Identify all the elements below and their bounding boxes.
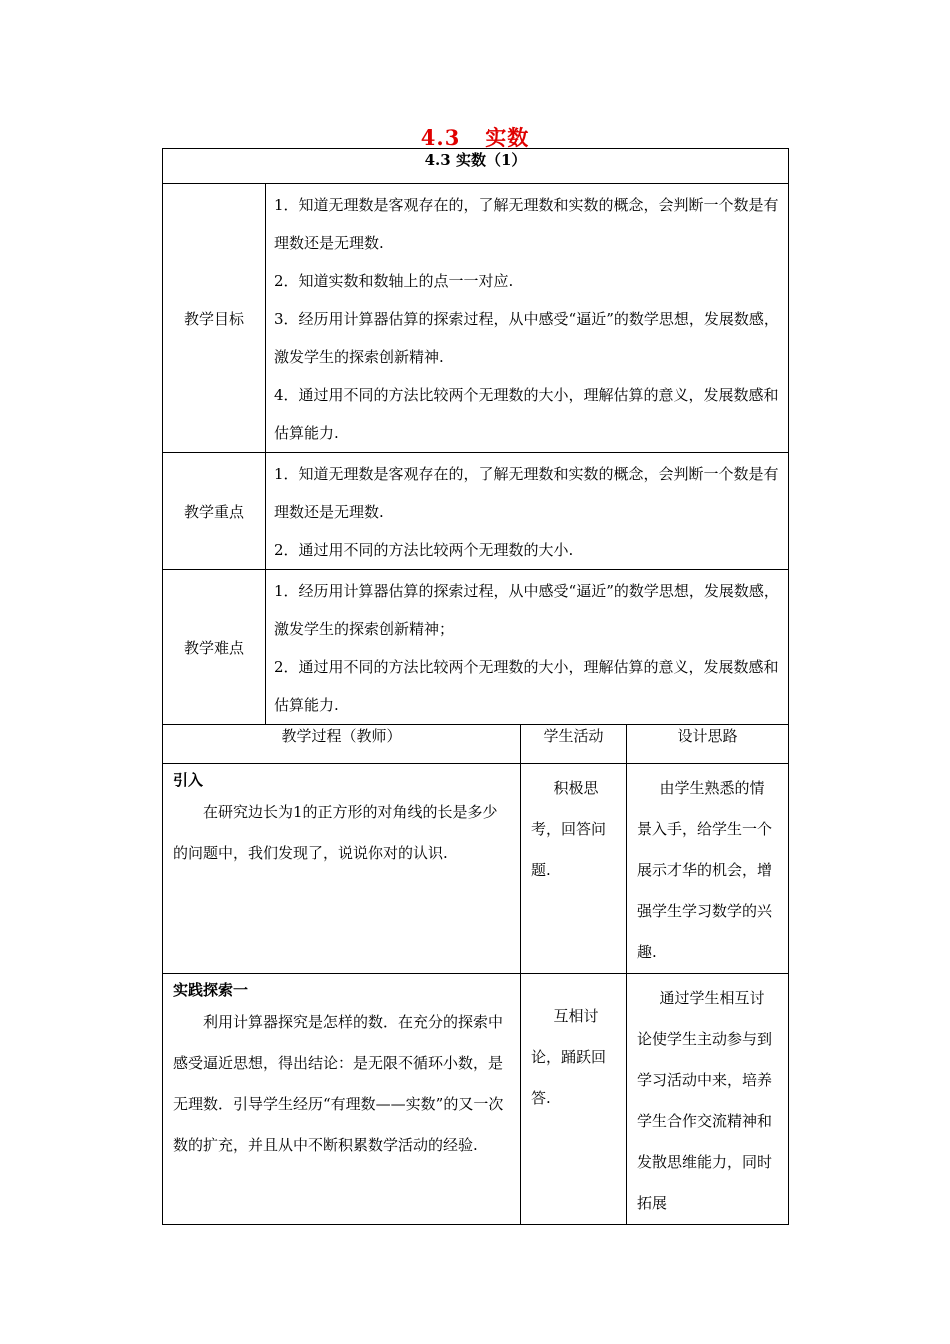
difficulties-label: 教学难点 <box>163 570 266 725</box>
intro-row <box>163 764 789 974</box>
lesson-title-row <box>163 149 789 184</box>
practice-teacher-cell <box>163 974 521 1225</box>
goals-label: 教学目标 <box>163 184 266 453</box>
difficulties-row <box>163 570 789 725</box>
process-header-row <box>163 725 789 764</box>
teacher-process-header: 教学过程（教师） <box>163 725 521 764</box>
student-text: 互相讨论，踊跃回答. <box>531 1007 607 1107</box>
difficulties-content <box>266 570 789 725</box>
key-point-item: 1．知道无理数是客观存在的，了解无理数和实数的概念，会判断一个数是有理数还是无理数. <box>274 465 779 521</box>
student-activity-header: 学生活动 <box>521 725 627 764</box>
goal-item: 4．通过用不同的方法比较两个无理数的大小，理解估算的意义，发展数感和估算能力. <box>274 386 779 442</box>
key-points-label: 教学重点 <box>163 453 266 570</box>
lesson-title: 4.3 实数（1） <box>163 149 789 184</box>
practice-design-cell <box>627 974 789 1225</box>
design-idea-header: 设计思路 <box>627 725 789 764</box>
teacher-text: 利用计算器探究是怎样的数．在充分的探索中感受逼近思想，得出结论：是无限不循环小数，是无理数．引导学生经历“有理数——实数”的又一次数的扩充，并且从中不断积累数学活动的经验. <box>173 1013 504 1154</box>
design-text: 由学生熟悉的情景入手，给学生一个展示才华的机会，增强学生学习数学的兴趣. <box>637 779 773 961</box>
goals-row <box>163 184 789 453</box>
intro-student-cell <box>521 764 627 974</box>
lesson-plan-table <box>162 148 789 1225</box>
practice-student-cell <box>521 974 627 1225</box>
goal-item: 3．经历用计算器估算的探索过程，从中感受“逼近”的数学思想，发展数感，激发学生的探索创新精神. <box>274 310 779 366</box>
teacher-text: 在研究边长为1的正方形的对角线的长是多少的问题中，我们发现了，说说你对的认识. <box>173 803 498 862</box>
key-points-content <box>266 453 789 570</box>
goal-item: 2．知道实数和数轴上的点一一对应. <box>274 272 514 290</box>
section-title: 引入 <box>173 771 204 789</box>
intro-teacher-cell <box>163 764 521 974</box>
document-title: 4.3 实数 <box>420 125 530 150</box>
practice-row <box>163 974 789 1225</box>
difficulty-item: 1．经历用计算器估算的探索过程，从中感受“逼近”的数学思想，发展数感，激发学生的探索创新精神； <box>274 582 779 638</box>
difficulty-item: 2．通过用不同的方法比较两个无理数的大小，理解估算的意义，发展数感和估算能力. <box>274 658 779 714</box>
key-point-item: 2．通过用不同的方法比较两个无理数的大小. <box>274 541 574 559</box>
intro-design-cell <box>627 764 789 974</box>
goals-content <box>266 184 789 453</box>
key-points-row <box>163 453 789 570</box>
student-text: 积极思考，回答问题. <box>531 779 607 879</box>
section-title: 实践探索一 <box>173 981 249 999</box>
goal-item: 1．知道无理数是客观存在的，了解无理数和实数的概念，会判断一个数是有理数还是无理数. <box>274 196 779 252</box>
design-text: 通过学生相互讨论使学生主动参与到学习活动中来，培养学生合作交流精神和发散思维能力，同时拓展 <box>637 989 773 1212</box>
